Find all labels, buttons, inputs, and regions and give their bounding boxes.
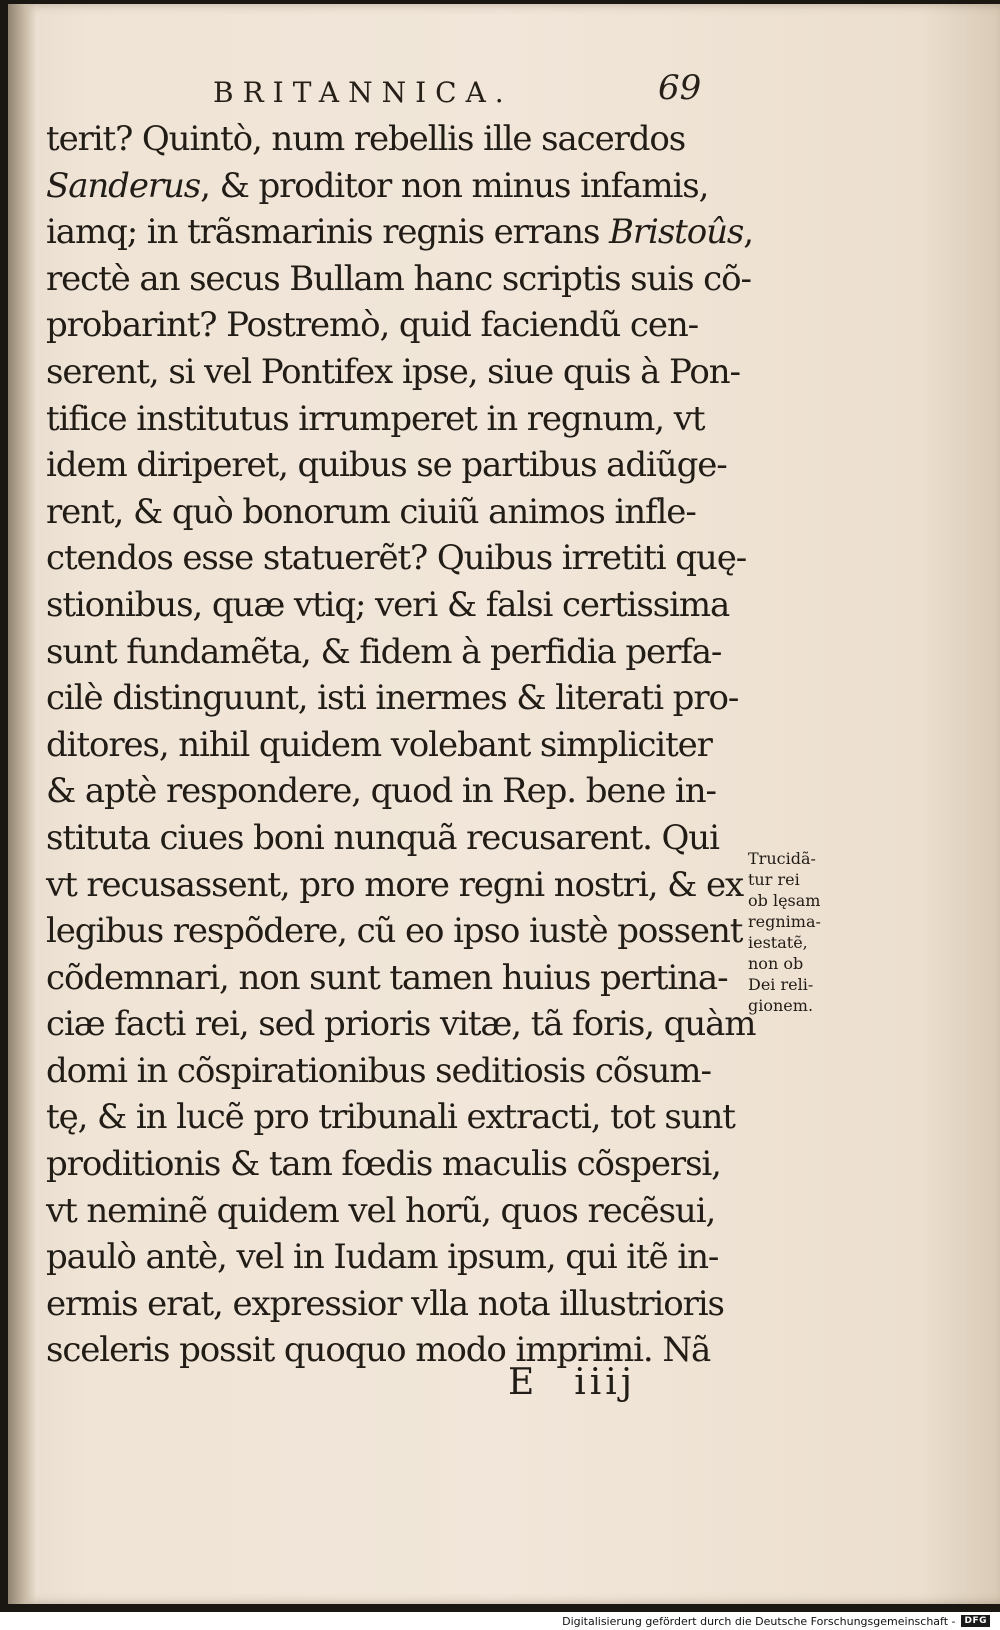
text-line: sceleris possit quoquo modo imprimi. Nã: [46, 1330, 711, 1371]
running-title: BRITANNICA.: [213, 76, 513, 109]
text-line: stituta ciues boni nunquã recusarent. Qui: [46, 817, 719, 858]
margin-note-line: tur rei: [748, 870, 800, 889]
text-line: ditores, nihil quidem volebant simpliciter: [46, 724, 712, 765]
text-line: ermis erat, expressior vlla nota illustrioris: [46, 1283, 724, 1324]
text-line: serent, si vel Pontifex ipse, siue quis à Pon-: [46, 351, 740, 392]
text-line: legibus respõdere, cũ eo ipso iustè possent: [46, 911, 743, 952]
text-line: Sanderus, & proditor non minus infamis,: [46, 165, 709, 206]
signature-mark: [508, 1362, 636, 1403]
text-line: vt neminẽ quidem vel horũ, quos recẽsui,: [46, 1190, 716, 1231]
dfg-logo-icon: DFG: [961, 1615, 990, 1627]
book-page: [8, 4, 1000, 1604]
text-line: idem diriperet, quibus se partibus adiũge-: [46, 445, 727, 486]
signature-number: iiij: [574, 1362, 636, 1403]
text-line: cilè distinguunt, isti inermes & literati pro-: [46, 678, 739, 719]
digitization-footer: [562, 1612, 990, 1630]
text-line: probarint? Postremò, quid faciendũ cen-: [46, 305, 699, 346]
text-line: vt recusassent, pro more regni nostri, & ex: [46, 864, 744, 905]
text-line: & aptè respondere, quod in Rep. bene in-: [46, 771, 716, 812]
margin-note-line: ob lęsam: [748, 891, 821, 910]
italic-name: Bristoûs: [609, 212, 744, 253]
text-line: rent, & quò bonorum ciuiũ animos infle-: [46, 491, 696, 532]
text-line: terit? Quintò, num rebellis ille sacerdos: [46, 119, 686, 159]
text-line: proditionis & tam fœdis maculis cõspersi,: [46, 1144, 721, 1185]
text-line: paulò antè, vel in Iudam ipsum, qui itẽ in-: [46, 1237, 719, 1278]
margin-note-line: gionem.: [748, 996, 814, 1015]
text-line: tifice institutus irrumperet in regnum, vt: [46, 398, 705, 439]
margin-note-line: Trucidã-: [748, 849, 816, 868]
body-text: [46, 116, 756, 1374]
text-line: ctendos esse statuerẽt? Quibus irretiti quę-: [46, 538, 747, 579]
signature-letter: E: [508, 1362, 539, 1403]
margin-note-line: Dei reli-: [748, 975, 814, 994]
text-line: domi in cõspirationibus seditiosis cõsum-: [46, 1050, 711, 1091]
text-line: stionibus, quæ vtiq; veri & falsi certissima: [46, 584, 730, 625]
text-line: ciæ facti rei, sed prioris vitæ, tã foris, quàm: [46, 1004, 756, 1045]
margin-note: [748, 848, 858, 1016]
text-line: tę, & in lucẽ pro tribunali extracti, tot sunt: [46, 1097, 735, 1138]
page-number: 69: [658, 68, 702, 108]
margin-note-line: non ob: [748, 954, 804, 973]
text-line: cõdemnari, non sunt tamen huius pertina-: [46, 957, 728, 998]
footer-credit: Digitalisierung gefördert durch die Deutsche Forschungsgemeinschaft -: [562, 1614, 956, 1628]
text-line: sunt fundamẽta, & fidem à perfidia perfa-: [46, 631, 722, 672]
italic-name: Sanderus: [46, 165, 201, 206]
margin-note-line: iestatẽ,: [748, 933, 808, 952]
text-line: iamq; in trãsmarinis regnis errans Bristoûs,: [46, 212, 753, 253]
margin-note-line: regnima-: [748, 912, 821, 931]
page-gutter-shadow: [8, 4, 36, 1604]
text-line: rectè an secus Bullam hanc scriptis suis cõ-: [46, 258, 751, 299]
